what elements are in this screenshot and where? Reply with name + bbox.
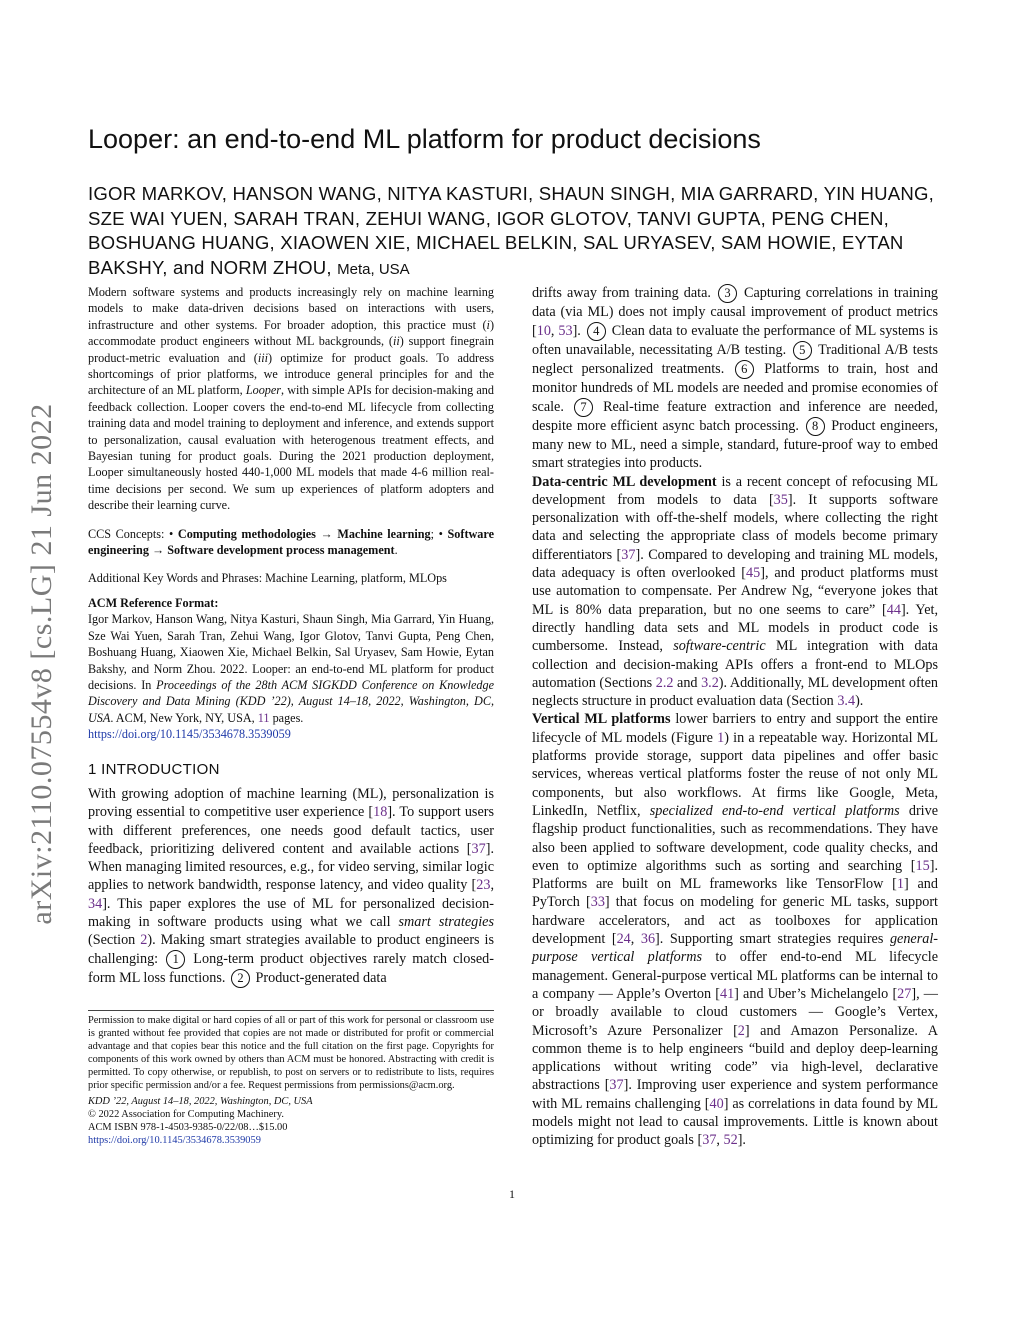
section-link[interactable]: 2 (140, 932, 148, 949)
author-list (88, 182, 968, 282)
citation[interactable]: 37 (621, 546, 636, 563)
citation[interactable]: 23 (476, 877, 491, 894)
acm-reference: ACM Reference Format: Igor Markov, Hanson Wang, Nitya Kasturi, Shaun Singh, Mia Garrard, Yin Huang, Sze Wai Yuen, Sarah Tran, Zehui Wang, Igor Glotov, Tanvi Gupta, Peng Chen, Boshuang Huang, Xiaowen Xie, Michael Belkin, Sal Uryasev, Sam Howie, Eytan Bakshy, and Norm Zhou. 2022. Looper: an end-to-end ML platform for product decisions. In Proceedings of the 28th ACM SIGKDD Conference on Knowledge Discovery and Data Mining (KDD ’22), August 14–18, 2022, Washington, DC, USA. ACM, New York, NY, USA, 11 pages. https://doi.org/10.1145/3534678.3539059 (88, 596, 494, 742)
citation[interactable]: 1 (896, 876, 904, 893)
paper-title: Looper: an end-to-end ML platform for product decisions (88, 124, 761, 154)
circled-number: 6 (735, 360, 754, 379)
isbn: ACM ISBN 978-1-4503-9385-0/22/08…$15.00 (88, 1121, 288, 1133)
footnote (88, 1014, 494, 1147)
arxiv-stamp: arXiv:2110.07554v8 [cs.LG] 21 Jun 2022 (25, 403, 58, 925)
citation[interactable]: 45 (746, 565, 761, 582)
doi-link[interactable]: https://doi.org/10.1145/3534678.3539059 (88, 727, 291, 742)
citation[interactable]: 24 (616, 931, 631, 948)
section-link[interactable]: 3.2 (701, 674, 719, 691)
section-link[interactable]: 2.2 (655, 674, 674, 691)
section-link[interactable]: 3.4 (837, 693, 856, 710)
citation[interactable]: 53 (558, 322, 573, 339)
citation[interactable]: 33 (590, 894, 605, 911)
circled-number: 3 (718, 284, 737, 303)
citation[interactable]: 36 (640, 931, 656, 948)
circled-number: 2 (231, 969, 250, 988)
pages-link[interactable]: 11 (257, 710, 270, 725)
data-centric-heading: Data-centric ML development (532, 473, 717, 490)
vertical-platforms-heading: Vertical ML platforms (532, 711, 671, 728)
copyright: © 2022 Association for Computing Machinery. (88, 1108, 284, 1120)
citation[interactable]: 37 (702, 1132, 717, 1149)
circled-number: 1 (166, 950, 185, 969)
citation[interactable]: 27 (897, 985, 912, 1002)
conference-info: KDD ’22, August 14–18, 2022, Washington, DC, USA (88, 1095, 313, 1107)
intro-paragraph: With growing adoption of machine learning (ML), personalization is proving essential to competitive user experience [18]. To support users with different preferences, one needs good default tactics, user feedback, prioritizing delivered content and available actions [37]. When managing limited resources, e.g., for video serving, similar logic applies to network bandwidth, response latency, and video quality [23, 34]. This paper explores the use of ML for personalized decision-making in software products using what we call smart strategies (Section 2). Making smart strategies available to product engineers is challenging: 1 Long-term product objectives rarely match closed-form ML loss functions. 2 Product-generated data (88, 785, 494, 988)
circled-number: 7 (574, 398, 593, 417)
section-heading-introduction: 1 INTRODUCTION (88, 761, 220, 778)
ccs-concepts: CCS Concepts: • Computing methodologies → Machine learning; • Software engineering → Software development process management. (88, 527, 494, 558)
circled-number: 4 (587, 322, 606, 341)
citation[interactable]: 18 (373, 804, 388, 821)
footnote-rule (88, 1010, 494, 1011)
citation[interactable]: 37 (471, 840, 486, 857)
citation[interactable]: 44 (886, 601, 901, 618)
authors-names: IGOR MARKOV, HANSON WANG, NITYA KASTURI, SHAUN SINGH, MIA GARRARD, YIN HUANG, SZE WAI YUEN, SARAH TRAN, ZEHUI WANG, IGOR GLOTOV, TANVI GUPTA, PENG CHEN, BOSHUANG HUANG, XIAOWEN XIE, MICHAEL BELKIN, SAL URYASEV, SAM HOWIE, EYTAN BAKSHY, and NORM ZHOU, (88, 183, 935, 278)
circled-number: 5 (793, 341, 812, 360)
citation[interactable]: 2 (737, 1022, 745, 1039)
footnote-doi-link[interactable]: https://doi.org/10.1145/3534678.3539059 (88, 1134, 261, 1146)
page-number: 1 (509, 1187, 515, 1201)
right-column-text: drifts away from training data. 3 Capturing correlations in training data (via ML) does not imply causal improvement of product metrics [10, 53]. 4 Clean data to evaluate the performance of ML systems is often unavailable, necessitating A/B testing. 5 Traditional A/B tests neglect personalized treatments. 6 Platforms to train, host and monitor hundreds of ML models are needed and promise economies of scale. 7 Real-time feature extraction and inference are needed, despite more efficient async batch processing. 8 Product engineers, many new to ML, need a simple, standard, future-proof way to embed smart strategies into products. Data-centric ML development is a recent concept of refocusing ML development from models to data [35]. It supports software personalization with off-the-shelf models, where collecting the right data and selecting the appropriate class of models become primary differentiators [37]. Compared to developing and training ML models, data adequacy is often overlooked [45], and product platforms must use automation to compensate. Per Andrew Ng, “everyone jokes that ML is 80% data preparation, but no one seems to care” [44]. Yet, directly handling data sets and ML models in product code is cumbersome. Instead, software-centric ML integration with data collection and decision-making APIs offers a front-end to MLOps automation (Sections 2.2 and 3.2). Additionally, ML development often neglects structure in product evaluation data (Section 3.4). Vertical ML platforms lower barriers to entry and support the entire lifecycle of ML models (Figure 1) in a repeatable way. Horizontal ML platforms provide storage, support data pipelines and offer basic services, whereas vertical platforms foster the reuse of not only ML components, but also workflows. At firms like Google, Meta, LinkedIn, Netflix, specialized end-to-end vertical platforms drive flagship product functionalities, such as recommendations. They have also been applied to software development, code quality checks, and even to optimize algorithms such as sorting and searching [15]. Platforms are built on ML frameworks like TensorFlow [1] and PyTorch [33] that focus on modeling for generic ML tasks, support hardware accelerators, and act as toolboxes for application development [24, 36]. Supporting smart strategies requires general-purpose vertical platforms to offer end-to-end ML lifecycle management. General-purpose vertical ML platforms can be internal to a company — Apple’s Overton [41] and Uber’s Michelangelo [27], — or broadly available to cloud customers — Google’s Vertex, Microsoft’s Azure Personalizer [2] and Amazon Personalize. A common theme is to help engineers “build and deploy deep-learning applications without writing code” via high-level, declarative abstractions [37]. Improving user experience and system performance with ML remains challenging [40] as correlations in data found by ML models might not lead to causal improvements. Little is known about optimizing for product goals [37, 52]. (532, 285, 939, 1149)
citation[interactable]: 52 (723, 1132, 738, 1149)
citation[interactable]: 15 (915, 857, 930, 874)
citation[interactable]: 34 (88, 895, 103, 912)
citation[interactable]: 35 (773, 491, 788, 508)
figure-link[interactable]: 1 (717, 729, 725, 746)
permission-notice: Permission to make digital or hard copies of all or part of this work for personal or classroom use is granted without fee provided that copies are not made or distributed for profit or commercial advantage and that copies bear this notice and the full citation on the first page. Copyrights for components of this work owned by others than ACM must be honored. Abstracting with credit is permitted. To copy otherwise, or republish, to post on servers or to redistribute to lists, requires prior specific permission and/or a fee. Request permissions from permissions@acm.org. (88, 1015, 494, 1092)
citation[interactable]: 10 (536, 322, 551, 339)
citation[interactable]: 41 (719, 985, 735, 1002)
circled-number: 8 (806, 417, 825, 436)
keywords: Additional Key Words and Phrases: Machine Learning, platform, MLOps (88, 571, 447, 585)
affiliation: Meta, USA (337, 260, 410, 278)
citation[interactable]: 40 (709, 1095, 724, 1112)
acm-reference-heading: ACM Reference Format: (88, 596, 219, 610)
citation[interactable]: 37 (609, 1077, 624, 1094)
abstract: Modern software systems and products increasingly rely on machine learning models to make data-driven decisions based on interactions with users, infrastructure and other systems. For broader adoption, this practice must (i) accommodate product engineers without ML backgrounds, (ii) support finegrain product-metric evaluation and (iii) optimize for product goals. To address shortcomings of prior platforms, we introduce general principles for and the architecture of an ML platform, Looper, with simple APIs for decision-making and feedback collection. Looper covers the end-to-end ML lifecycle from collecting training data and model training to deployment and inference, and extends support to personalization, causal evaluation with heterogenous treatment effects, and Bayesian tuning for product goals. During the 2021 production deployment, Looper simultaneously hosted 440-1,000 ML models that made 4-6 million real-time decisions per second. We sum up experiences of platform adopters and describe their learning curve. (88, 285, 494, 513)
